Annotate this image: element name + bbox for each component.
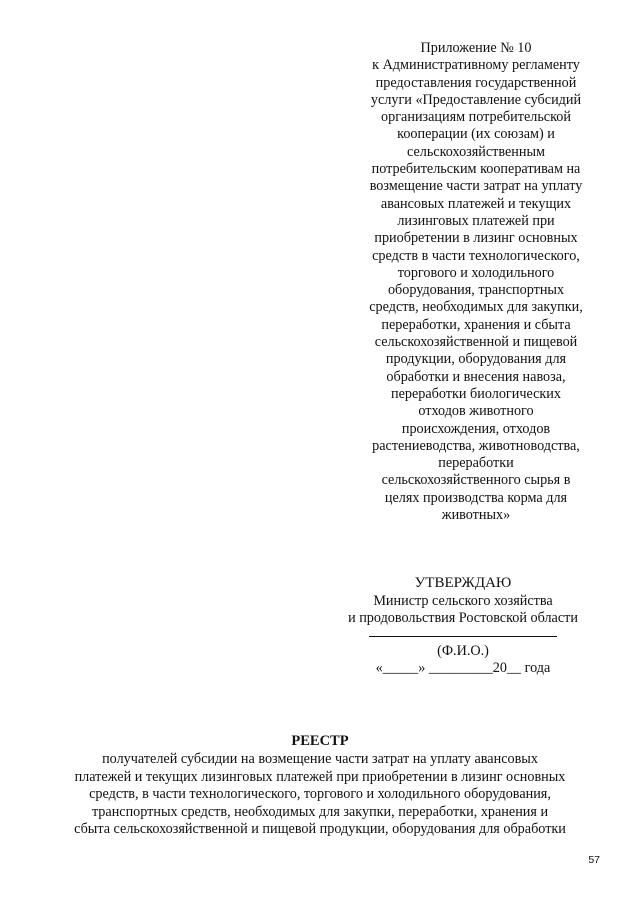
appendix-line: растениеводства, животноводства, <box>372 437 580 454</box>
appendix-line: оборудования, транспортных <box>387 282 565 299</box>
signature-line <box>369 636 557 637</box>
appendix-line: приобретении в лизинг основных <box>374 230 578 247</box>
appendix-line: целях производства корма для <box>384 489 568 506</box>
appendix-line: потребительским кооперативам на <box>371 161 581 178</box>
appendix-line: Приложение № 10 <box>420 40 532 56</box>
appendix-line: животных» <box>441 507 511 524</box>
appendix-line: продукции, оборудования для <box>385 351 567 368</box>
registry-description-line: платежей и текущих лизинговых платежей при приобретении в лизинг основных <box>74 768 566 785</box>
appendix-line: возмещение части затрат на уплату <box>369 178 583 195</box>
registry-description-line: получателей субсидии на возмещение части затрат на уплату авансовых <box>102 751 538 767</box>
appendix-line: отходов животного <box>418 403 534 420</box>
appendix-line: услуги «Предоставление субсидий <box>370 91 582 108</box>
appendix-line: кооперации (их союзам) и <box>397 126 555 143</box>
appendix-line: сельскохозяйственной и пищевой <box>374 334 578 351</box>
appendix-block <box>348 40 604 524</box>
approval-date-line: «_____» _________20__ года <box>375 660 551 676</box>
appendix-line: авансовых платежей и текущих <box>380 195 572 212</box>
appendix-line: происхождения, отходов <box>401 420 551 437</box>
approval-block <box>330 575 596 678</box>
appendix-line: организациям потребительской <box>381 109 571 126</box>
signature-caption: (Ф.И.О.) <box>437 642 489 659</box>
approver-position-line: и продовольствия Ростовской области <box>348 610 578 626</box>
registry-description-line: сбыта сельскохозяйственной и пищевой продукции, оборудования для обработки <box>74 821 566 837</box>
appendix-line: переработки <box>438 455 514 472</box>
appendix-line: переработки биологических <box>391 385 561 402</box>
appendix-line: сельскохозяйственным <box>406 143 545 160</box>
approval-heading: УТВЕРЖДАЮ <box>414 575 512 591</box>
appendix-line: сельскохозяйственного сырья в <box>381 472 571 489</box>
approver-position-line: Министр сельского хозяйства <box>373 592 553 609</box>
registry-description-line: средств, в части технологического, торгового и холодильного оборудования, <box>89 786 551 802</box>
appendix-line: торгового и холодильного <box>397 264 555 281</box>
registry-description <box>50 751 590 839</box>
appendix-line: лизинговых платежей при <box>397 212 555 229</box>
appendix-line: к Административному регламенту <box>372 57 580 74</box>
registry-title: РЕЕСТР <box>291 733 349 749</box>
appendix-line: средств в части технологического, <box>372 247 580 264</box>
appendix-line: предоставления государственной <box>375 74 577 91</box>
registry-description-line: транспортных средств, необходимых для закупки, переработки, хранения и <box>91 803 549 820</box>
appendix-line: средств, необходимых для закупки, <box>369 299 583 316</box>
page-number: 57 <box>588 854 600 866</box>
appendix-line: переработки, хранения и сбыта <box>381 316 571 333</box>
appendix-line: обработки и внесения навоза, <box>386 368 566 385</box>
